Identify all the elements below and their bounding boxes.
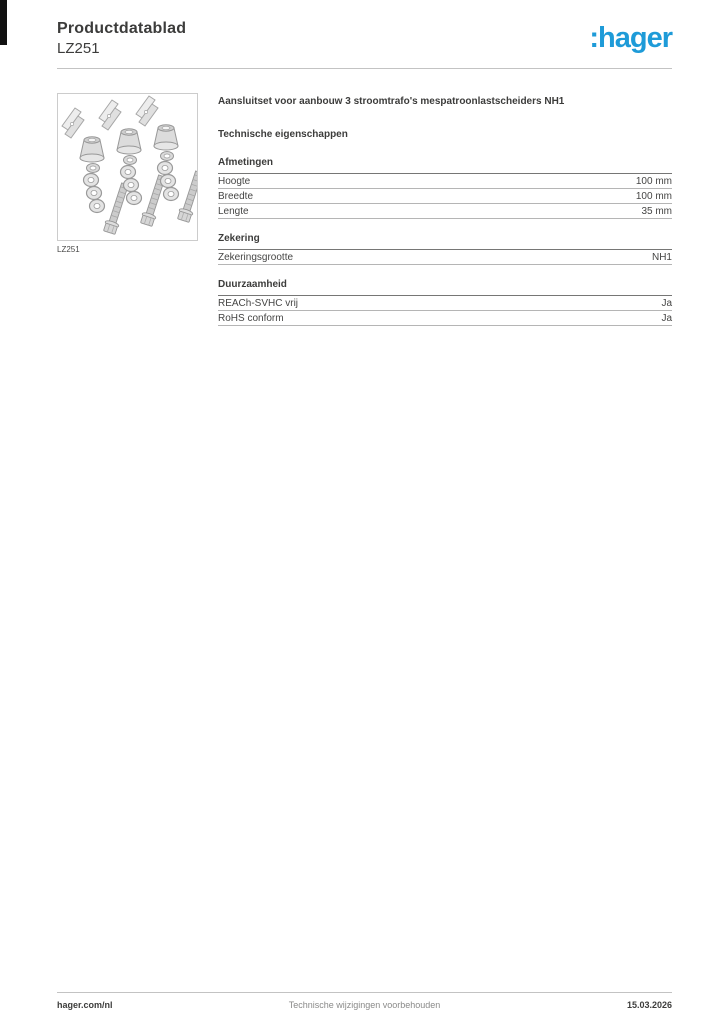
document-date: 15.03.2026 [626, 1000, 672, 1010]
tech-properties-heading: Technische eigenschappen [218, 129, 348, 140]
disclaimer-text: Technische wijzigingen voorbehouden [288, 1000, 441, 1010]
spec-label: Lengte [218, 205, 249, 217]
spec-row [218, 204, 672, 219]
page-title: Productdatablad [57, 20, 187, 37]
product-description: Aansluitset voor aanbouw 3 stroomtrafo's mespatroonlastscheiders NH1 [218, 96, 565, 107]
spec-row [218, 174, 672, 189]
product-image-caption: LZ251 [57, 245, 80, 254]
spec-column [218, 96, 672, 326]
header [57, 20, 672, 57]
spec-label: REACh-SVHC vrij [218, 297, 299, 309]
spec-label: Breedte [218, 190, 254, 202]
spec-value: 100 mm [635, 190, 672, 202]
spec-row [218, 189, 672, 204]
section-title: Afmetingen [218, 157, 672, 174]
product-image-frame [57, 93, 198, 241]
hager-logo: :hager [589, 22, 672, 54]
header-product-code: LZ251 [57, 40, 100, 57]
spec-section-afmetingen [218, 157, 672, 219]
spec-section-duurzaamheid [218, 279, 672, 326]
header-divider [57, 68, 672, 69]
spec-row [218, 250, 672, 265]
product-photo-hardware-kit [58, 94, 197, 240]
section-title: Duurzaamheid [218, 279, 672, 296]
website-link[interactable]: hager.com/nl [57, 1000, 113, 1010]
spec-section-zekering [218, 233, 672, 265]
spec-value: 35 mm [641, 205, 672, 217]
spec-value: Ja [661, 312, 672, 324]
footer [57, 992, 672, 1010]
spec-value: 100 mm [635, 175, 672, 187]
spec-value: Ja [661, 297, 672, 309]
spec-label: Zekeringsgrootte [218, 251, 294, 263]
spec-label: Hoogte [218, 175, 251, 187]
spec-value: NH1 [651, 251, 672, 263]
scan-artifact-mark [0, 0, 7, 45]
spec-row [218, 296, 672, 311]
spec-label: RoHS conform [218, 312, 284, 324]
spec-row [218, 311, 672, 326]
section-title: Zekering [218, 233, 672, 250]
